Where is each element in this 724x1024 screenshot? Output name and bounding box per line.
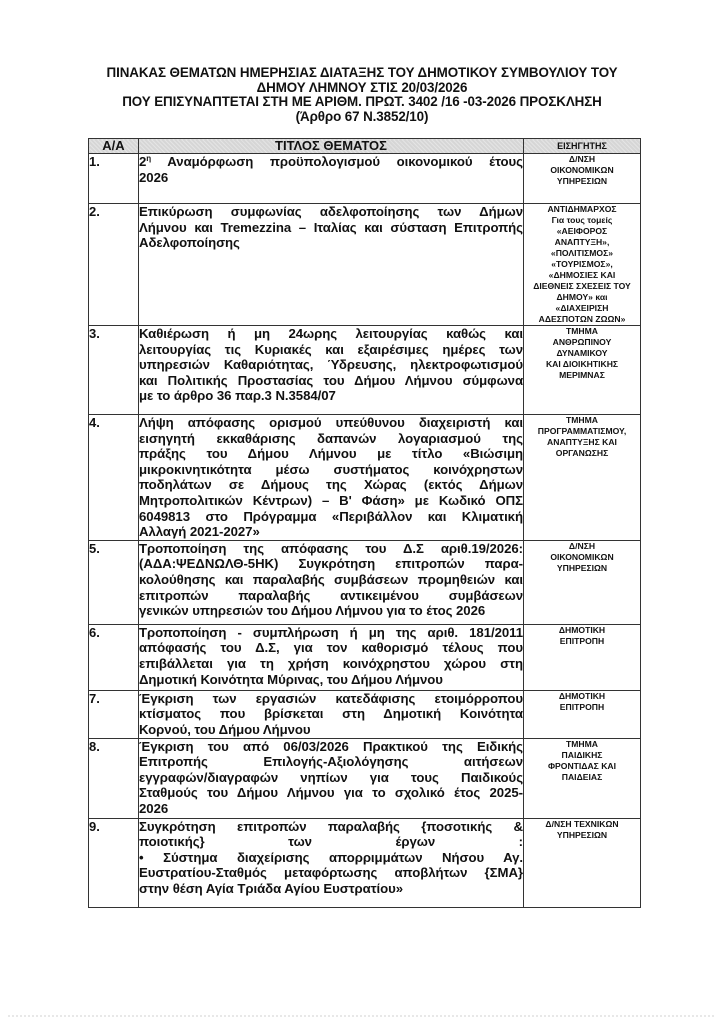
item-title-line: Δημοτική Κοινότητα Μύρινας, του Δήμου Λήμνου xyxy=(139,671,443,687)
title-line-4: (Άρθρο 67 Ν.3852/10) xyxy=(295,108,429,124)
rapporteur-line: ΤΜΗΜΑ xyxy=(566,326,598,336)
item-title-text: Αναμόρφωση προϋπολογισμού οικονομικού έτους xyxy=(151,154,523,169)
item-title-line xyxy=(139,154,523,170)
item-title xyxy=(139,204,524,326)
item-title-line: και Πολιτικής Προστασίας του Δήμου Λήμνου σύμφωνα xyxy=(139,372,523,388)
rapporteur-line: ΜΕΡΙΜΝΑΣ xyxy=(559,370,605,380)
agenda-body xyxy=(89,154,641,908)
item-title-line: Συγκρότηση επιτροπών παραλαβής {ποσοτικής & xyxy=(139,818,523,834)
table-row xyxy=(89,818,641,907)
item-title-line: 6049813 στο Πρόγραμμα «Περιβάλλον και Κλιματική xyxy=(139,508,523,524)
rapporteur-line: ΠΡΟΓΡΑΜΜΑΤΙΣΜΟΥ, xyxy=(537,426,627,436)
item-title-line: Σταθμούς του Δήμου Λήμνου για το σχολικό έτος 2025- xyxy=(139,785,523,801)
title-line-1: ΠΙΝΑΚΑΣ ΘΕΜΑΤΩΝ ΗΜΕΡΗΣΙΑΣ ΔΙΑΤΑΞΗΣ ΤΟΥ ΔΗΜΟΤΙΚΟΥ ΣΥΜΒΟΥΛΙΟΥ ΤΟΥ xyxy=(106,65,618,80)
item-title xyxy=(139,326,524,415)
item-number: 6. xyxy=(89,624,139,690)
header-title: ΤΙΤΛΟΣ ΘΕΜΑΤΟΣ xyxy=(139,139,524,154)
scan-edge-artifact xyxy=(8,1015,716,1017)
rapporteur-line: ΑΝΤΙΔΗΜΑΡΧΟΣ xyxy=(547,204,617,214)
item-rapporteur xyxy=(524,818,641,907)
item-title-line: 2026 xyxy=(139,800,169,816)
item-title-line: λειτουργίας τις Κυριακές και εξαιρέσιμες ημέρες των xyxy=(139,341,523,357)
table-row xyxy=(89,738,641,818)
item-title-line: Επικύρωση συμφωνίας αδελφοποίησης των Δήμων xyxy=(139,204,523,219)
rapporteur-line: ΑΔΕΣΠΟΤΩΝ ΖΩΩΝ» xyxy=(538,314,626,324)
rapporteur-line: «ΤΟΥΡΙΣΜΟΣ», xyxy=(551,259,613,269)
table-row xyxy=(89,415,641,541)
item-number: 4. xyxy=(89,415,139,541)
item-title-line: Επιτροπής Επιλογής-Αξιολόγησης αιτήσεων xyxy=(139,754,523,770)
item-number: 5. xyxy=(89,540,139,624)
rapporteur-line: Για τους τομείς xyxy=(551,215,613,225)
item-title-line: • Σύστημα διαχείρισης απορριμμάτων Νήσου Αγ. xyxy=(139,849,523,865)
item-title-line: Λήψη απόφασης ορισμού υπεύθυνου διαχειριστή και xyxy=(139,415,523,430)
item-number: 3. xyxy=(89,326,139,415)
rapporteur-line: ΥΠΗΡΕΣΙΩΝ xyxy=(556,829,608,840)
item-title-line: Τροποποίηση - συμπλήρωση ή μη της αριθ. 181/2011 xyxy=(139,624,523,640)
rapporteur-line: ΥΠΗΡΕΣΙΩΝ xyxy=(556,562,608,573)
rapporteur-line: ΑΝΑΠΤΥΞΗ», xyxy=(554,237,610,247)
rapporteur-line: «ΠΟΛΙΤΙΣΜΟΣ» xyxy=(550,248,614,258)
item-title-line: Έγκριση των εργασιών κατεδάφισης ετοιμόρροπου xyxy=(139,690,523,706)
item-rapporteur xyxy=(524,624,641,690)
item-title-line: απόφασής του Δ.Σ, για τον καθορισμό τέλους που xyxy=(139,640,523,656)
rapporteur-line: ΑΝΑΠΤΥΞΗΣ ΚΑΙ xyxy=(547,437,617,447)
rapporteur-line: ΔΙΕΘΝΕΙΣ ΣΧΕΣΕΙΣ ΤΟΥ xyxy=(533,281,631,291)
rapporteur-line: Δ/ΝΣΗ xyxy=(568,154,596,164)
item-title-line: Κορνού, του Δήμου Λήμνου xyxy=(139,721,311,737)
rapporteur-line: ΚΑΙ ΔΙΟΙΚΗΤΙΚΗΣ xyxy=(545,359,619,369)
item-title-line: ποδηλάτων σε Δήμους της Χώρας (εκτός Δήμων xyxy=(139,477,523,493)
item-title xyxy=(139,415,524,541)
rapporteur-line: Δ/ΝΣΗ ΤΕΧΝΙΚΩΝ xyxy=(545,818,619,829)
rapporteur-line: ΔΥΝΑΜΙΚΟΥ xyxy=(556,348,608,358)
table-row xyxy=(89,624,641,690)
item-title-line: επιτροπών παραλαβής αντικειμένου συμβάσεων xyxy=(139,587,523,603)
header-number: Α/Α xyxy=(89,139,139,154)
item-number: 1. xyxy=(89,154,139,204)
item-title-line: Καθιέρωση ή μη 24ωρης λειτουργίας καθώς και xyxy=(139,326,523,341)
item-title-line: εισηγητή εκκαθάρισης δαπανών λογαριασμού της xyxy=(139,430,523,446)
item-title xyxy=(139,738,524,818)
item-number: 8. xyxy=(89,738,139,818)
item-title-line: Τροποποίηση της απόφασης του Δ.Σ αριθ.19/2026: xyxy=(139,540,523,556)
item-number: 2. xyxy=(89,204,139,326)
rapporteur-line: ΟΡΓΑΝΩΣΗΣ xyxy=(555,448,609,458)
item-title-line: Μητροπολιτικών Κέντρων) – Β' Φάση» με Κωδικό ΟΠΣ xyxy=(139,492,523,508)
item-title-line: κτίσματος που βρίσκεται στη Δημοτική Κοινότητα xyxy=(139,706,523,722)
item-title xyxy=(139,818,524,907)
table-row xyxy=(89,540,641,624)
agenda-table xyxy=(88,138,641,908)
rapporteur-line: ΔΗΜΟΥ» και xyxy=(556,292,608,302)
item-title-line: κολούθησης και παραλαβής συμβάσεων προμηθειών και xyxy=(139,571,523,587)
rapporteur-line: Δ/ΝΣΗ xyxy=(568,540,596,551)
rapporteur-line: ΕΠΙΤΡΟΠΗ xyxy=(559,635,605,646)
rapporteur-line: ΠΑΙΔΙΚΗΣ xyxy=(561,749,603,760)
item-title-line: Έγκριση του από 06/03/2026 Πρακτικού της Ειδικής xyxy=(139,738,523,754)
item-title-line: 2026 xyxy=(139,169,169,185)
table-row xyxy=(89,154,641,204)
item-title-line: μικροκινητικότητα μέσω συστήματος κοινόχρηστων xyxy=(139,461,523,477)
title-line-3: ΠΟΥ ΕΠΙΣΥΝΑΠΤΕΤΑΙ ΣΤΗ ΜΕ ΑΡΙΘΜ. ΠΡΩΤ. 3402 /16 -03-2026 ΠΡΟΣΚΛΗΣΗ xyxy=(122,94,602,110)
rapporteur-line: ΟΙΚΟΝΟΜΙΚΩΝ xyxy=(550,551,614,562)
rapporteur-line: «ΑΕΙΦΟΡΟΣ xyxy=(556,226,608,236)
rapporteur-line: ΔΗΜΟΤΙΚΗ xyxy=(558,624,606,635)
item-title-line: Λήμνου και Tremezzina – Ιταλίας και σύσταση Επιτροπής xyxy=(139,219,523,235)
item-rapporteur xyxy=(524,690,641,738)
rapporteur-line: «ΔΙΑΧΕΙΡΙΣΗ xyxy=(555,303,609,313)
rapporteur-line: ΔΗΜΟΤΙΚΗ xyxy=(558,690,606,701)
item-title-line: γενικών υπηρεσιών του Δήμου Λήμνου για το έτος 2026 xyxy=(139,603,486,619)
item-rapporteur xyxy=(524,154,641,204)
rapporteur-line: «ΔΗΜΟΣΙΕΣ ΚΑΙ xyxy=(548,270,616,280)
ordinal-superscript: η xyxy=(146,154,152,163)
item-rapporteur xyxy=(524,204,641,326)
item-title-line: ποιοτικής} των έργων : xyxy=(139,834,523,850)
item-rapporteur xyxy=(524,738,641,818)
rapporteur-line: ΕΠΙΤΡΟΠΗ xyxy=(559,701,605,712)
item-title-line: στην θέση Αγία Τριάδα Αγίου Ευστρατίου» xyxy=(139,880,404,896)
rapporteur-line: ΑΝΘΡΩΠΙΝΟΥ xyxy=(552,337,612,347)
item-title xyxy=(139,690,524,738)
item-number: 9. xyxy=(89,818,139,907)
item-title-line: με το άρθρο 36 παρ.3 Ν.3584/07 xyxy=(139,388,336,404)
item-title-line: επιβάλλεται για τη χρήση κοινόχρηστου χώρου στη xyxy=(139,655,523,671)
item-title-line: πράξης του Δήμου Λήμνου με τίτλο «Βιώσιμη xyxy=(139,446,523,462)
item-number: 7. xyxy=(89,690,139,738)
item-title xyxy=(139,624,524,690)
item-title-line: εγγραφών/διαγραφών νηπίων για τους Παιδικούς xyxy=(139,769,523,785)
item-title xyxy=(139,540,524,624)
rapporteur-line: ΤΜΗΜΑ xyxy=(566,415,598,425)
rapporteur-line: ΤΜΗΜΑ xyxy=(566,738,598,749)
item-title-line: Αδελφοποίησης xyxy=(139,235,240,251)
header-rapporteur: ΕΙΣΗΓΗΤΗΣ xyxy=(524,139,641,154)
item-title-line: Αλλαγή 2021-2027» xyxy=(139,524,260,540)
table-row xyxy=(89,690,641,738)
rapporteur-line: ΥΠΗΡΕΣΙΩΝ xyxy=(556,176,608,186)
ordinal-prefix: 2 xyxy=(139,154,147,169)
item-rapporteur xyxy=(524,326,641,415)
item-title xyxy=(139,154,524,204)
document-title xyxy=(60,66,664,124)
item-title-line: (ΑΔΑ:ΨΕΔΝΩΛΘ-5ΗΚ) Συγκρότηση επιτροπών παρα- xyxy=(139,556,523,572)
item-title-line: Ευστρατίου-Σταθμός μεταφόρτωσης αποβλήτων {ΣΜΑ} xyxy=(139,865,523,881)
item-rapporteur xyxy=(524,415,641,541)
rapporteur-line: ΟΙΚΟΝΟΜΙΚΩΝ xyxy=(550,165,614,175)
title-line-2: ΔΗΜΟΥ ΛΗΜΝΟΥ ΣΤΙΣ 20/03/2026 xyxy=(256,79,468,95)
table-header-row xyxy=(89,139,641,154)
item-rapporteur xyxy=(524,540,641,624)
table-row xyxy=(89,326,641,415)
rapporteur-line: ΠΑΙΔΕΙΑΣ xyxy=(561,771,603,782)
item-title-line: υπηρεσιών Καθαριότητας, Ύδρευσης, ηλεκτροφωτισμού xyxy=(139,357,523,373)
rapporteur-line: ΦΡΟΝΤΙΔΑΣ ΚΑΙ xyxy=(547,760,617,771)
table-row xyxy=(89,204,641,326)
